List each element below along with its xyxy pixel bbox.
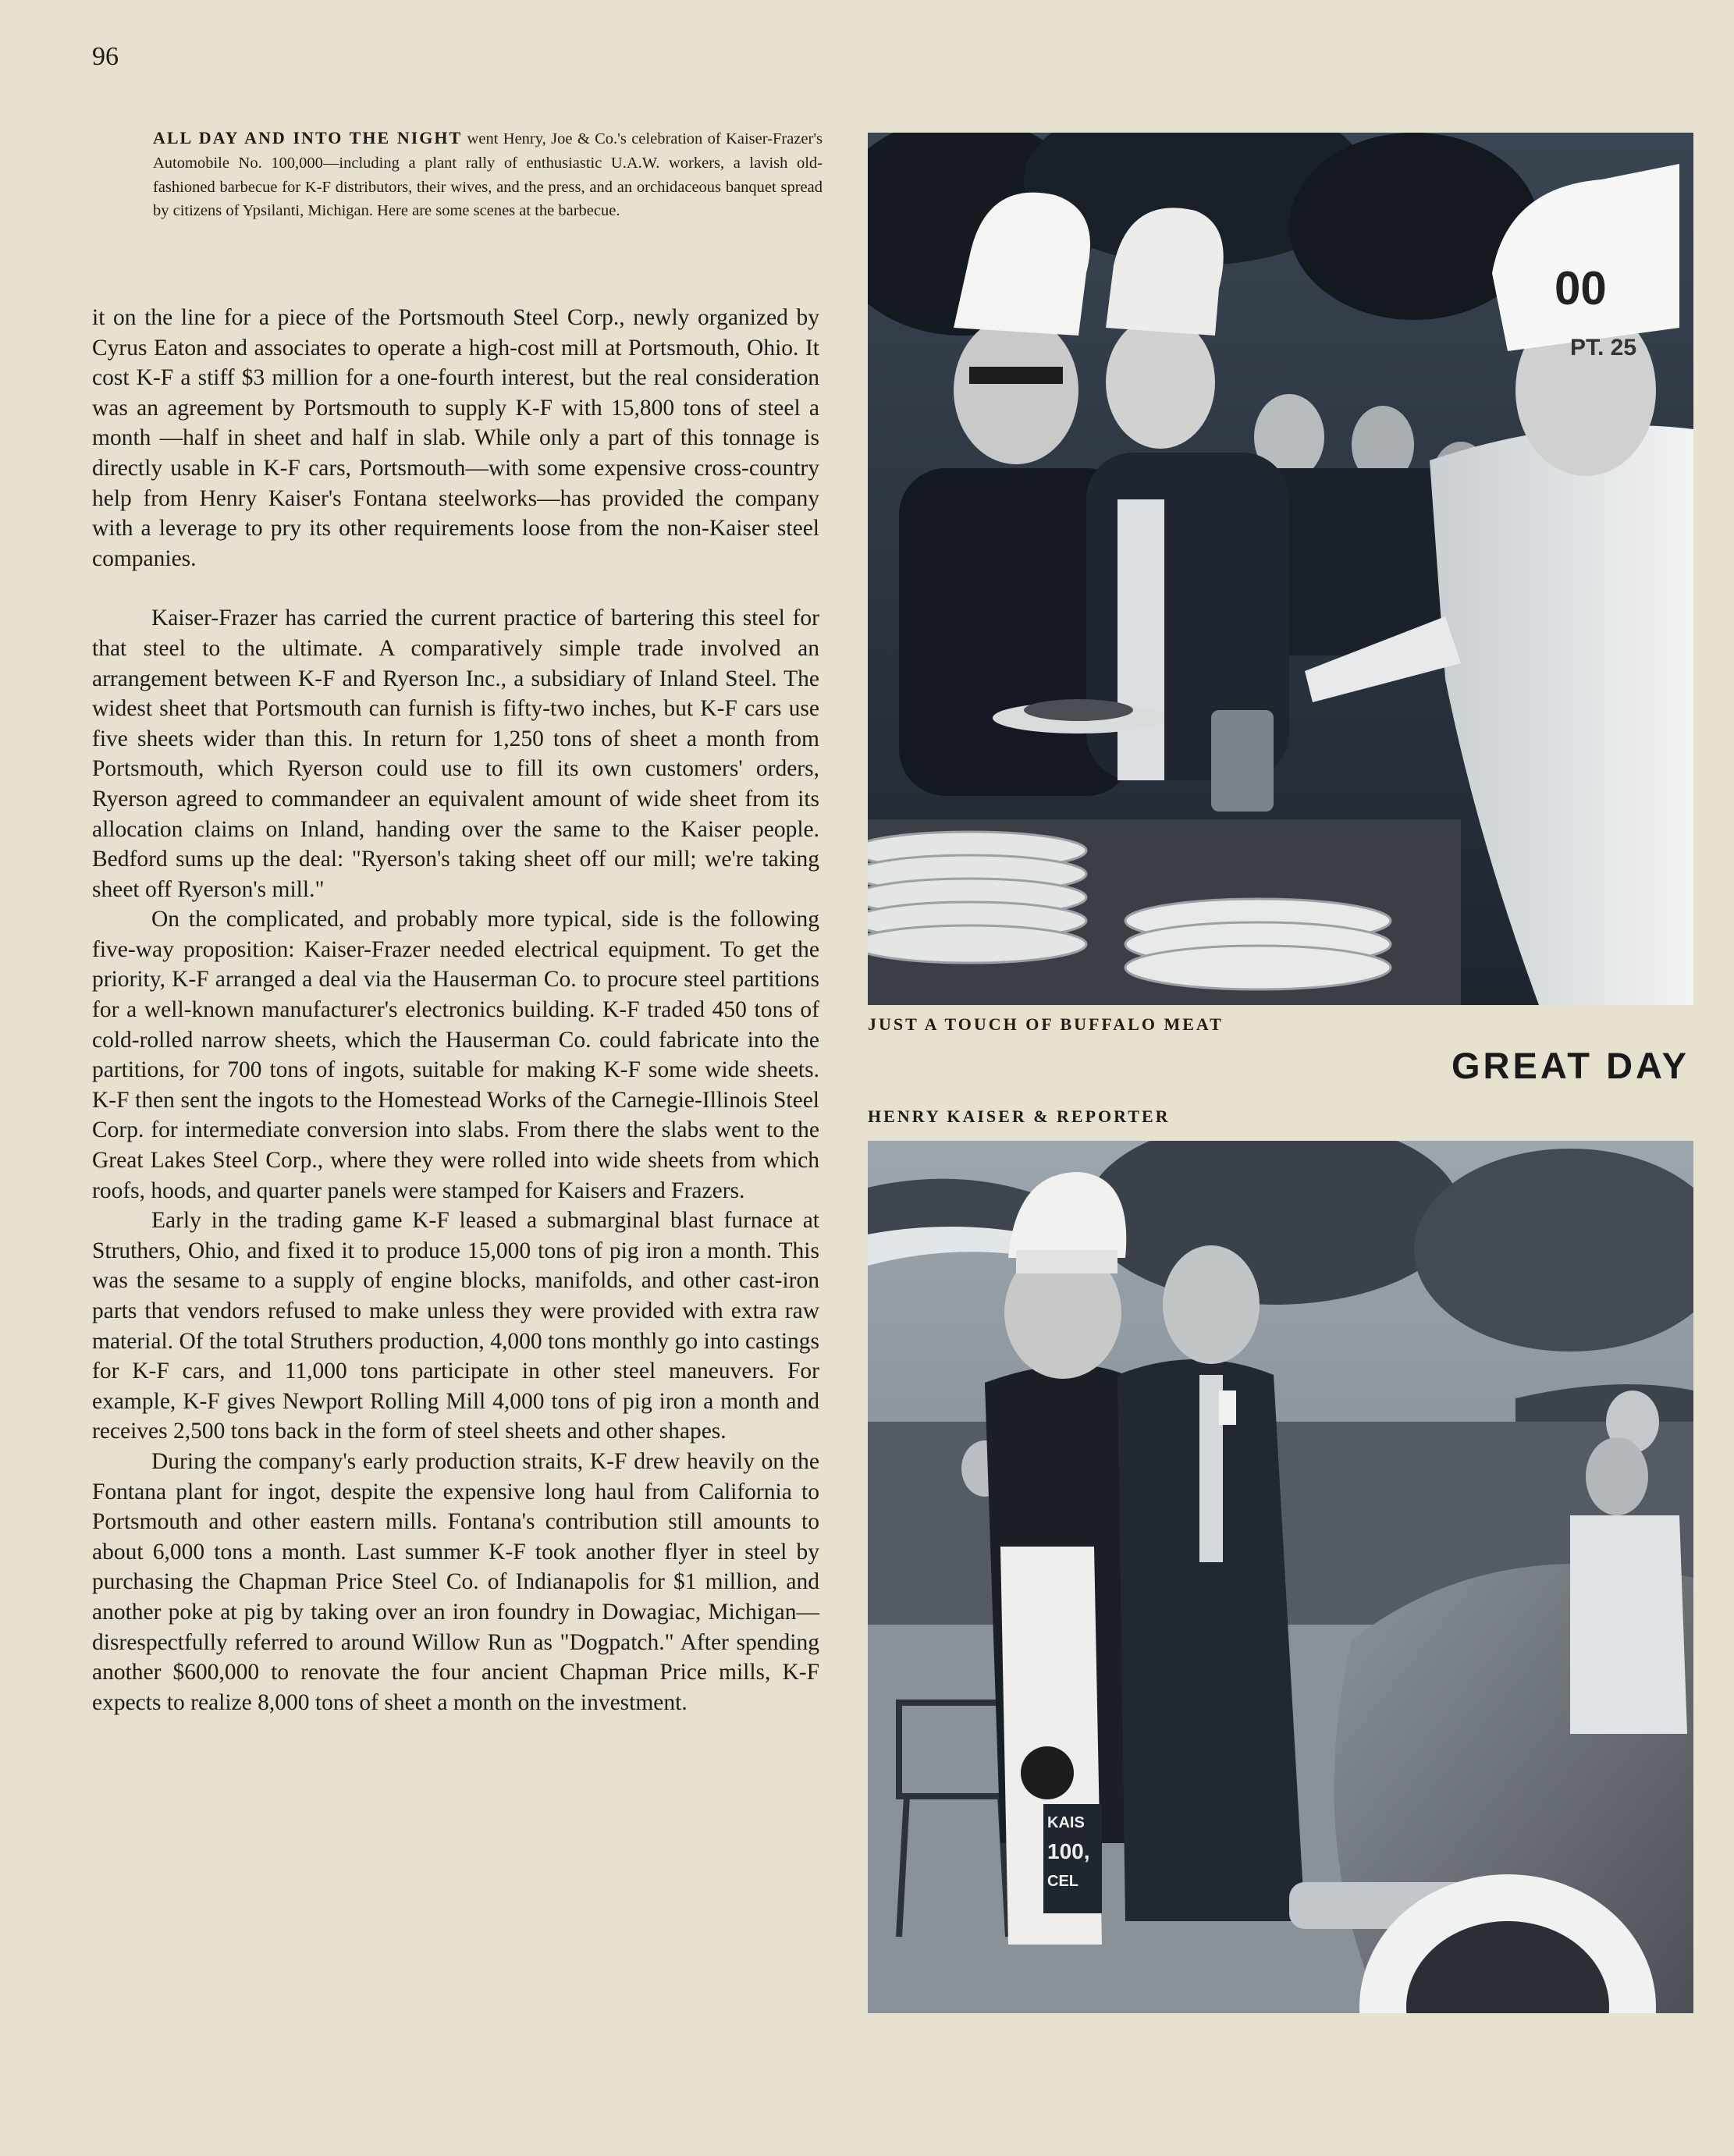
intro-caption-text: went Henry, Joe & Co.'s celebration of Kaiser-Frazer's Automobile No. 100,000—including a plant rally of enthusiastic U.A.W. workers, a lavish old-fashioned barbecue for K-F distributors, their wives, and the press, and an orchidaceous banquet spread by citizens of Ypsilanti, Michigan. Here are some scenes at the barbecue. <box>153 130 823 220</box>
photo-caption-bottom: HENRY KAISER & REPORTER <box>868 1106 1171 1126</box>
article-body <box>92 303 819 1717</box>
article-paragraph: During the company's early production straits, K-F drew heavily on the Fontana plant for ingot, despite the expensive long haul from California to Portsmouth and other eastern mills. Fontana's contribution still amounts to about 6,000 tons a month. Last summer K-F took another flyer in steel by purchasing the Chapman Price Steel Co. of Indianapolis for $1 million, and another poke at pig by taking over an iron foundry in Dowagiac, Michigan—disrespectfully referred to around Willow Run as "Dogpatch." After spending another $600,000 to renovate the four ancient Chapman Price mills, K-F expects to realize 8,000 tons of sheet a month on the investment. <box>92 1448 819 1715</box>
intro-caption-lead: ALL DAY AND INTO THE NIGHT <box>153 128 463 147</box>
article-paragraph: Kaiser-Frazer has carried the current practice of bartering this steel for that steel to the ultimate. A comparatively simple trade involved an arrangement between K-F and Ryerson Inc., a subsidiary of Inland Steel. The widest sheet that Portsmouth can furnish is fifty-two inches, but K-F cars use five sheets wider than this. In return for 1,250 tons of sheet a month from Portsmouth, which Ryerson could use to fill its own customers' orders, Ryerson agreed to commandeer an equivalent amount of wide sheet from its allocation claims on Inland, handing over the same to the Kaiser people. Bedford sums up the deal: "Ryerson's taking sheet off our mill; we're taking sheet off Ryerson's mill." <box>92 606 819 902</box>
apron-text-2: 100, <box>1047 1839 1090 1863</box>
article-paragraph: Early in the trading game K-F leased a submarginal blast furnace at Struthers, Ohio, and fixed it to produce 15,000 tons of pig iron a month. This was the sesame to a supply of engine blocks, manifolds, and other cast-iron parts that vendors refused to make unless they were provided with extra raw material. Of the total Struthers production, 4,000 tons monthly go into castings for K-F cars, and 11,000 tons participate in other steel maneuvers. For example, K-F gives Newport Rolling Mill 4,000 tons of pig iron a month and receives 2,500 tons back in the form of steel sheets and other shapes. <box>92 1208 819 1444</box>
section-title: GREAT DAY <box>1452 1045 1690 1086</box>
article-paragraph: On the complicated, and probably more typical, side is the following five-way proposition: Kaiser-Frazer needed electrical equipment. To get the priority, K-F arranged a deal via the Hauserman Co. to procure steel partitions for a well-known manufacturer's electronics building. K-F traded 450 tons of cold-rolled narrow sheets, which the Hauserman Co. could fabricate into the partitions, for 700 tons of ingots, suitable for making K-F some wide sheets. K-F then sent the ingots to the Homestead Works of the Carnegie-Illinois Steel Corp. for intermediate conversion into slabs. From there the slabs went to the Great Lakes Steel Corp., where they were rolled into wide sheets from which roofs, hoods, and quarter panels were stamped for Kaisers and Frazers. <box>92 907 819 1203</box>
article-paragraph: it on the line for a piece of the Portsmouth Steel Corp., newly organized by Cyrus Eaton and associates to operate a high-cost mill at Portsmouth, Ohio. It cost K-F a stiff $3 million for a one-fourth interest, but the real consideration was an agreement by Portsmouth to supply K-F with 15,800 tons of steel a month —half in sheet and half in slab. While only a part of this tonnage is directly usable in K-F cars, Portsmouth—with some expensive cross-country help from Henry Kaiser's Fontana steelworks—has provided the company with a leverage to pry its other requirements loose from the non-Kaiser steel companies. <box>92 305 819 571</box>
apron-text-3: CEL <box>1047 1873 1078 1890</box>
page-number: 96 <box>92 42 119 71</box>
photo-caption-top: JUST A TOUCH OF BUFFALO MEAT <box>868 1014 1224 1034</box>
intro-caption <box>153 125 823 223</box>
photo-barbecue-serving <box>868 133 1693 1005</box>
hat-text-1: 00 <box>1555 262 1607 314</box>
photo-kaiser-reporter <box>868 1141 1693 2013</box>
apron-text-1: KAIS <box>1047 1814 1085 1831</box>
hat-text-2: PT. 25 <box>1570 335 1637 361</box>
